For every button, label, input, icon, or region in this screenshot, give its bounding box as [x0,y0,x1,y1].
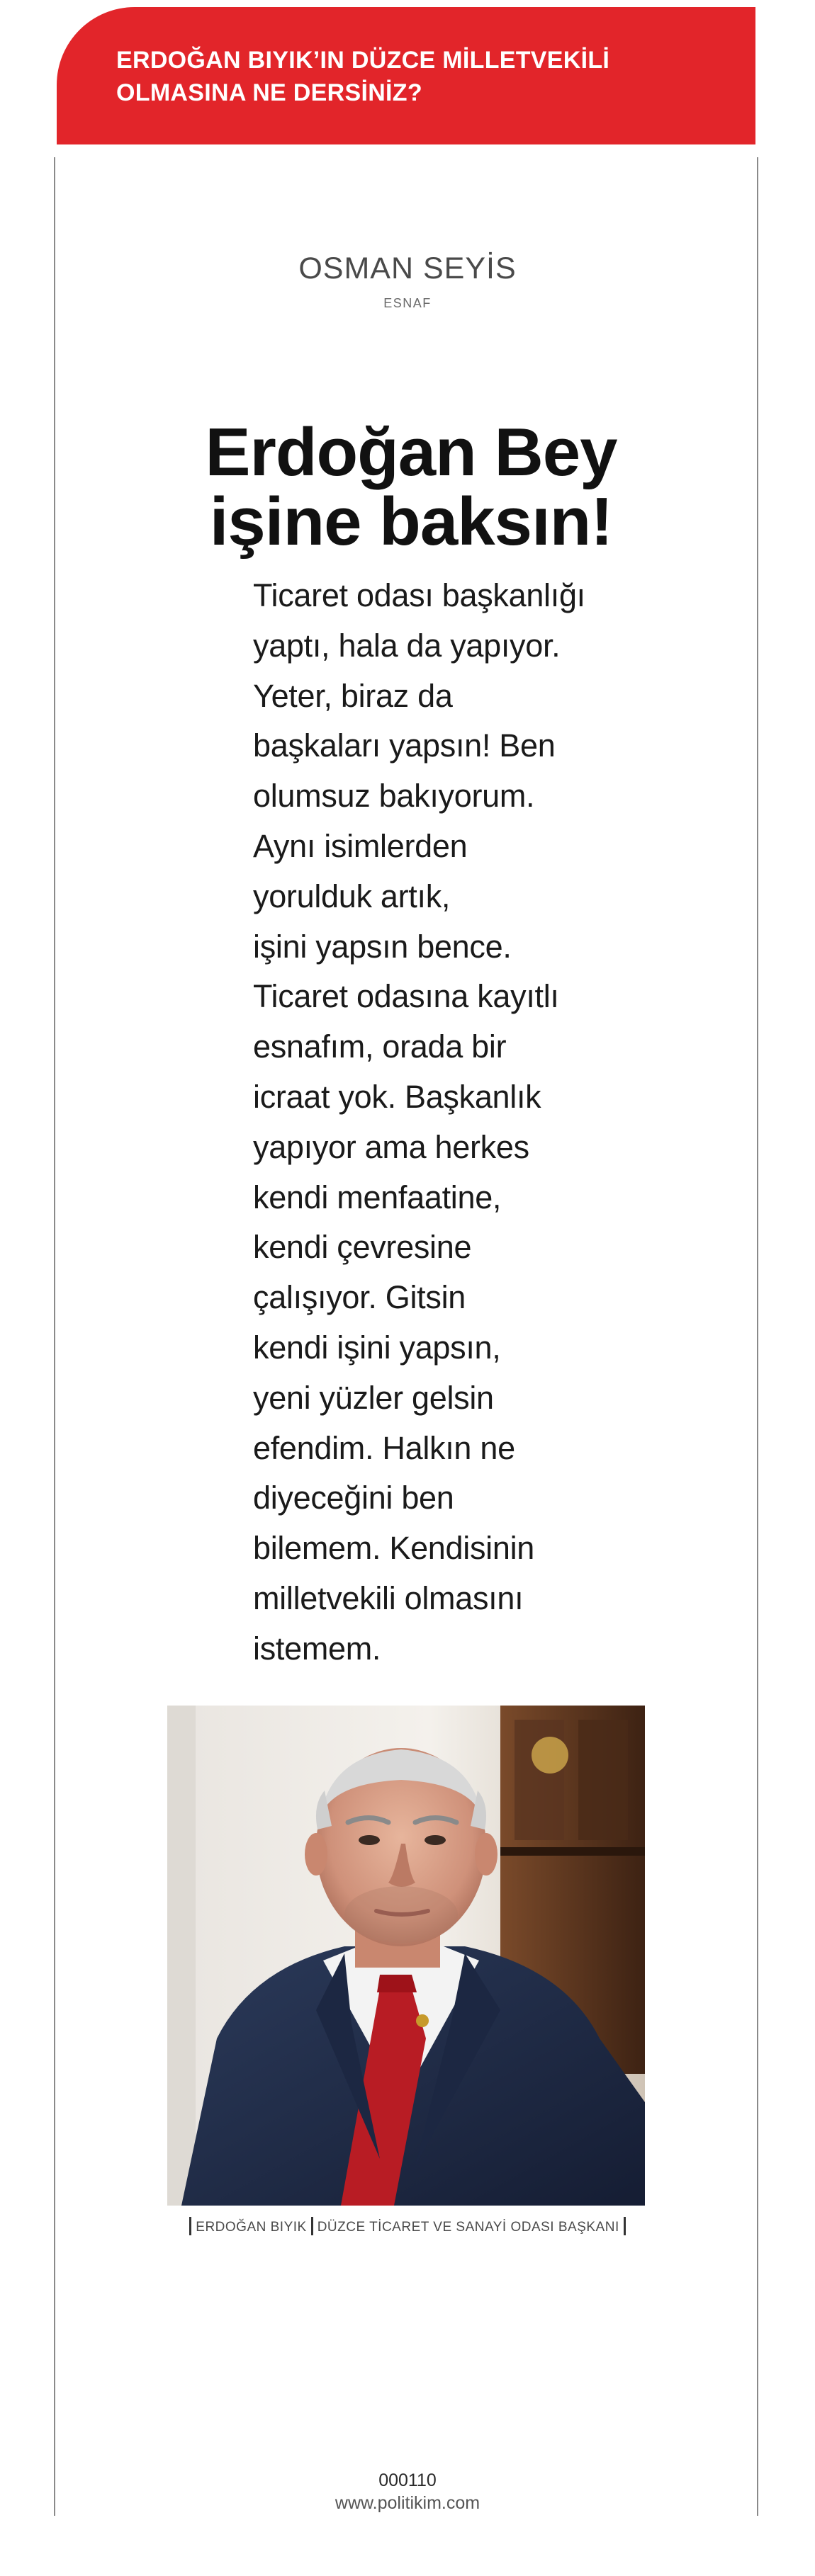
left-frame-line [54,157,55,2516]
caption-name: ERDOĞAN BIYIK [196,2220,307,2235]
portrait-illustration [167,1706,645,2206]
banner-question: ERDOĞAN BIYIK’IN DÜZCE MİLLETVEKİLİ OLMASINA NE DERSİNİZ? [116,47,610,106]
caption-divider [189,2217,191,2235]
portrait-photo [167,1706,645,2206]
author-name: OSMAN SEYİS [298,251,517,285]
photo-caption [0,2217,815,2235]
article-body: Ticaret odası başkanlığı yaptı, hala da yapıyor. Yeter, biraz da başkaları yapsın! Ben olumsuz bakıyorum. Aynı isimlerden yorulduk artık, işini yapsın bence. Ticaret odasına kayıtlı esnafım, orada bir icraat yok. Başkanlık yapıyor ama herkes kendi menfaatine, kendi çevresine çalışıyor. Gitsin kendi işini yapsın, yeni yüzler gelsin efendim. Halkın ne diyeceğini ben bilemem. Kendisinin milletvekili olmasını istemem. [253,577,585,1667]
author-role: ESNAF [383,296,432,310]
website-url[interactable]: www.politikim.com [335,2493,480,2513]
caption-title: DÜZCE TİCARET VE SANAYİ ODASI BAŞKANI [317,2220,619,2235]
caption-divider [624,2217,626,2235]
page-number: 000110 [378,2470,437,2490]
caption-divider [311,2217,313,2235]
right-frame-line [757,157,758,2516]
question-banner [57,7,755,144]
article-headline: Erdoğan Bey işine baksın! [205,414,617,560]
